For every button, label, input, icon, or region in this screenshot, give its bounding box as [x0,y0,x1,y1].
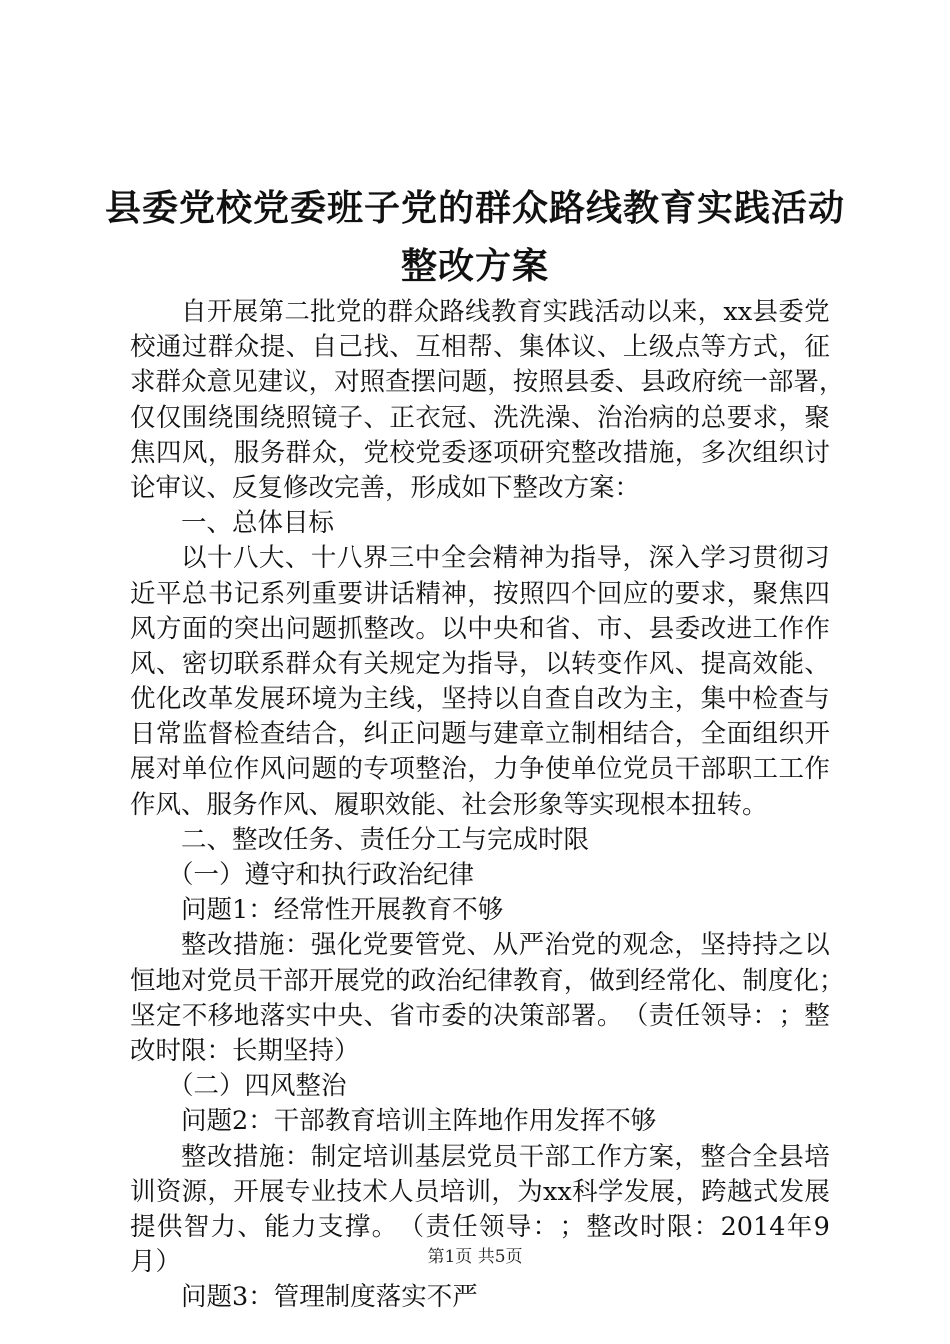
text-line-content: 近 平 总 书 记 系 列 重 要 讲 话 精 神 ， 按 照 四 个 回 应 的 要 求 ， 聚 焦 四 [130,578,830,609]
text-line [130,928,830,963]
text-line-content: 训 资 源 ， 开 展 专 业 技 术 人 员 培 训 ， 为 xx 科 学 发 展 ， 跨 越 式 发 展 [130,1176,830,1207]
text-line-content: 优 化 改 革 发 展 环 境 为 主 线 ， 坚 持 以 自 查 自 改 为 主 ， 集 中 检 查 与 [130,684,830,715]
text-line-content: 焦 四 风 ， 服 务 群 众 ， 党 校 党 委 逐 项 研 究 整 改 措 施 ， 多 次 组 织 讨 [130,437,830,468]
text-line [130,1175,830,1210]
text-line [130,858,830,893]
text-line [130,1069,830,1104]
text-line-content: 改时限：长期坚持） [130,1035,360,1066]
text-line [130,999,830,1034]
text-line-content: 恒 地 对 党 员 干 部 开 展 党 的 政 治 纪 律 教 育 ， 做 到 经 常 化 、 制 度 化 ； [130,965,845,996]
text-line-content: 日 常 监 督 检 查 结 合 ， 纠 正 问 题 与 建 章 立 制 相 结 合 ， 全 面 组 织 开 [130,719,830,750]
text-line-content: （二）四风整治 [168,1071,347,1102]
text-line-content: 一、总体目标 [181,508,335,539]
text-line [130,1140,830,1175]
text-line [130,295,830,330]
text-line-content: 提 供 智 力 、 能 力 支 撑 。 （ 责 任 领 导 ： ； 整 改 时 限 ： 2014 年 9 [130,1211,830,1242]
text-line-content: 论审议、反复修改完善，形成如下整改方案： [130,472,641,503]
text-line [130,1034,830,1069]
text-line-content: 自 开 展 第 二 批 党 的 群 众 路 线 教 育 实 践 活 动 以 来 ， xx 县 委 党 [181,297,830,327]
page-footer: 第1页 共5页 [427,1247,523,1267]
text-line-content: 以 十 八 大 、 十 八 界 三 中 全 会 精 神 为 指 导 ， 深 入 学 习 贯 彻 习 [181,543,830,574]
text-line [130,823,830,858]
text-line [130,752,830,787]
text-line [130,788,830,823]
text-line-content: 作风、服务作风、履职效能、社会形象等实现根本扭转。 [130,789,768,820]
document-title-line-1: 县委党校党委班子党的群众路线教育实践活动 [104,187,845,229]
text-line-content: 仅 仅 围 绕 围 绕 照 镜 子 、 正 衣 冠 、 洗 洗 澡 、 治 治 病 的 总 要 求 ， 聚 [130,402,830,433]
text-line-content: 月） [130,1247,182,1278]
text-line-content: 问题2：干部教育培训主阵地作用发挥不够 [181,1106,657,1137]
text-line-content: 展 对 单 位 作 风 问 题 的 专 项 整 治 ， 力 争 使 单 位 党 员 干 部 职 工 工 作 [130,754,830,785]
text-line [130,647,830,682]
text-line [130,471,830,506]
text-line [130,436,830,471]
text-line [130,1280,830,1315]
text-line-content: 问题1：经常性开展教育不够 [181,895,504,926]
text-line [130,612,830,647]
text-line-content: 二、整改任务、责任分工与完成时限 [181,824,590,855]
text-line [130,717,830,752]
text-line [130,1210,830,1245]
text-line [130,1104,830,1139]
text-line-content: （一）遵守和执行政治纪律 [168,860,475,890]
document-body [130,295,845,1315]
text-line [130,893,830,928]
text-line [130,541,830,576]
text-line-content: 校 通 过 群 众 提 、 自 己 找 、 互 相 帮 、 集 体 议 、 上 级 点 等 方 式 ， 征 [130,332,830,363]
text-line [130,506,830,541]
text-line-content: 问题3：管理制度落实不严 [181,1282,478,1313]
text-line [130,401,830,436]
text-line [130,964,845,999]
text-line [130,330,830,365]
text-line-content: 整 改 措 施 ： 强 化 党 要 管 党 、 从 严 治 党 的 观 念 ， 坚 持 持 之 以 [181,930,830,961]
document-title-line-2: 整改方案 [400,245,549,287]
text-line [130,365,845,400]
text-line-content: 求 群 众 意 见 建 议 ， 对 照 查 摆 问 题 ， 按 照 县 委 、 县 政 府 统 一 部 署 ， [130,367,845,398]
text-line-content: 坚 定 不 移 地 落 实 中 央 、 省 市 委 的 决 策 部 署 。 （ 责 任 领 导 ： ； 整 [130,1000,830,1031]
text-line [130,682,830,717]
text-line [130,577,830,612]
text-line-content: 风 、 密 切 联 系 群 众 有 关 规 定 为 指 导 ， 以 转 变 作 风 、 提 高 效 能 、 [130,648,830,679]
text-line-content: 整 改 措 施 ： 制 定 培 训 基 层 党 员 干 部 工 作 方 案 ， 整 合 全 县 培 [181,1141,830,1172]
text-line-content: 风 方 面 的 突 出 问 题 抓 整 改 。 以 中 央 和 省 、 市 、 县 委 改 进 工 作 作 [130,613,830,644]
